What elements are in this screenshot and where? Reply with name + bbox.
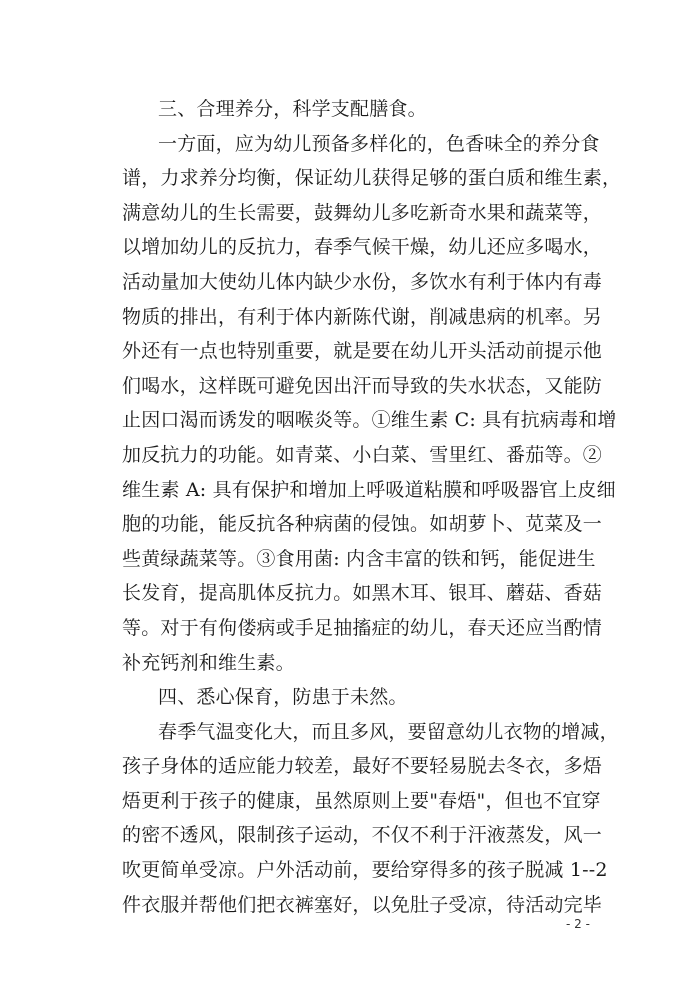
body-text [122, 92, 622, 922]
text-line: 加反抗力的功能。如青菜、小白菜、雪里红、番茄等。② [122, 443, 603, 466]
text-line: 维生素 A: 具有保护和增加上呼吸道粘膜和呼吸器官上皮细 [122, 478, 616, 501]
text-line: 一方面，应为幼儿预备多样化的，色香味全的养分食 [158, 132, 600, 155]
text-line: 吹更简单受凉。户外活动前，要给穿得多的孩子脱减 1--2 [122, 859, 608, 882]
page-number: - 2 - [566, 917, 590, 931]
text-line: 谱，力求养分均衡，保证幼儿获得足够的蛋白质和维生素， [122, 167, 622, 190]
text-line: 的密不透风，限制孩子运动，不仅不利于汗液蒸发，风一 [122, 824, 603, 847]
text-line: 物质的排出，有利于体内新陈代谢，削减患病的机率。另 [122, 305, 603, 328]
text-line: 孩子身体的适应能力较差，最好不要轻易脱去冬衣，多焐 [122, 755, 603, 778]
text-line: 以增加幼儿的反抗力，春季气候干燥，幼儿还应多喝水， [122, 236, 603, 259]
text-line: 长发育，提高肌体反抗力。如黑木耳、银耳、蘑菇、香菇 [122, 582, 603, 605]
text-line: 三、合理养分，科学支配膳食。 [158, 98, 427, 120]
text-line: 止因口渴而诱发的咽喉炎等。①维生素 C: 具有抗病毒和增 [122, 409, 617, 432]
text-line: 件衣服并帮他们把衣裤塞好，以免肚子受凉，待活动完毕 [122, 893, 603, 916]
text-line: 春季气温变化大，而且多风，要留意幼儿衣物的增减， [158, 720, 619, 743]
text-line: 些黄绿蔬菜等。③食用菌: 内含丰富的铁和钙，能促进生 [122, 547, 596, 570]
text-line: 外还有一点也特别重要，就是要在幼儿开头活动前提示他 [122, 340, 603, 363]
text-line: 补充钙剂和维生素。 [122, 651, 295, 674]
text-line: 四、悉心保育，防患于未然。 [158, 686, 408, 709]
text-line: 活动量加大使幼儿体内缺少水份，多饮水有利于体内有毒 [122, 270, 603, 293]
text-line: 等。对于有佝偻病或手足抽搐症的幼儿，春天还应当酌情 [122, 616, 603, 639]
text-line: 满意幼儿的生长需要，鼓舞幼儿多吃新奇水果和蔬菜等， [122, 201, 603, 224]
text-line: 焐更利于孩子的健康，虽然原则上要"春焐"，但也不宜穿 [122, 789, 601, 812]
text-line: 们喝水，这样既可避免因出汗而导致的失水状态，又能防 [122, 374, 603, 397]
text-line: 胞的功能，能反抗各种病菌的侵蚀。如胡萝卜、苋菜及一 [122, 513, 603, 536]
